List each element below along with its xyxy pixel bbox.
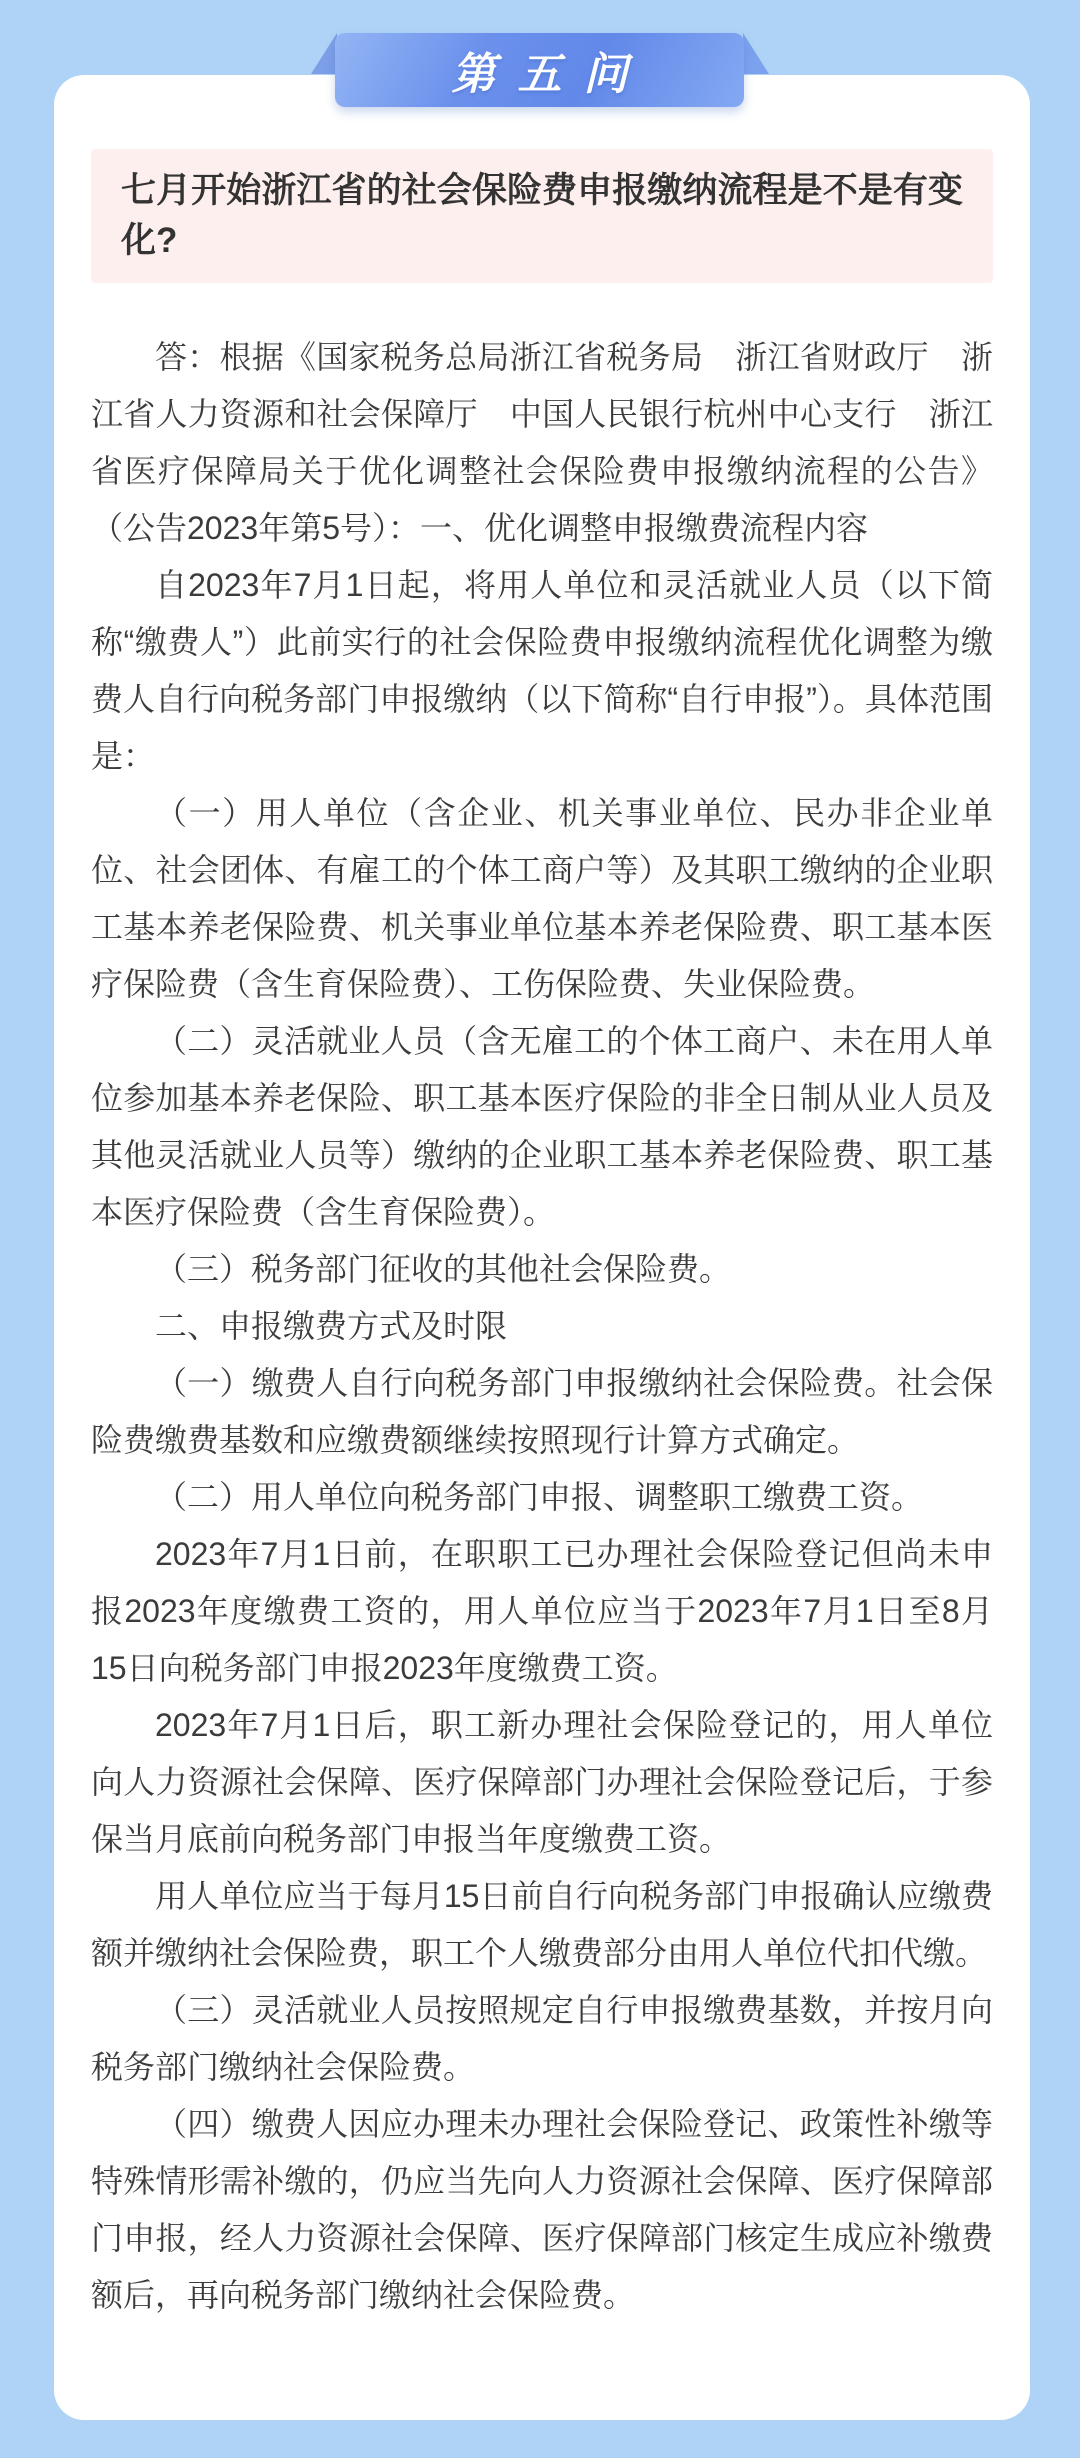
- banner-fold-right: [743, 33, 769, 74]
- answer-paragraph: 2023年7月1日后，职工新办理社会保险登记的，用人单位向人力资源社会保障、医疗保障部门办理社会保险登记后，于参保当月底前向税务部门申报当年度缴费工资。: [91, 1707, 993, 1857]
- answer-paragraph: 2023年7月1日前，在职职工已办理社会保险登记但尚未申报2023年度缴费工资的，用人单位应当于2023年7月1日至8月15日向税务部门申报2023年度缴费工资。: [91, 1536, 993, 1686]
- question-text: 七月开始浙江省的社会保险费申报缴纳流程是不是有变化?: [121, 171, 963, 260]
- answer-paragraph: （四）缴费人因应办理未办理社会保险登记、政策性补缴等特殊情形需补缴的，仍应当先向人力资源社会保障、医疗保障部门申报，经人力资源社会保障、医疗保障部门核定生成应补缴费额后，再向税务部门缴纳社会保险费。: [91, 2106, 993, 2313]
- content-card: [54, 75, 1030, 2420]
- answer-paragraph: 用人单位应当于每月15日前自行向税务部门申报确认应缴费额并缴纳社会保险费，职工个人缴费部分由用人单位代扣代缴。: [91, 1878, 993, 1971]
- question-number-banner: [335, 33, 744, 107]
- banner-label: 第五问: [451, 50, 650, 99]
- question-box: [91, 149, 993, 283]
- answer-paragraph: 二、申报缴费方式及时限: [155, 1308, 508, 1344]
- answer-paragraph: （二）灵活就业人员（含无雇工的个体工商户、未在用人单位参加基本养老保险、职工基本医疗保险的非全日制从业人员及其他灵活就业人员等）缴纳的企业职工基本养老保险费、职工基本医疗保险费（含生育保险费）。: [91, 1023, 993, 1230]
- answer-paragraph: （三）灵活就业人员按照规定自行申报缴费基数，并按月向税务部门缴纳社会保险费。: [91, 1992, 993, 2085]
- banner-fold-left: [311, 33, 337, 74]
- answer-paragraph: （二）用人单位向税务部门申报、调整职工缴费工资。: [155, 1479, 924, 1515]
- answer-paragraph: （一）缴费人自行向税务部门申报缴纳社会保险费。社会保险费缴费基数和应缴费额继续按照现行计算方式确定。: [91, 1365, 993, 1458]
- answer-section: [91, 329, 993, 2324]
- answer-paragraph: 答：根据《国家税务总局浙江省税务局 浙江省财政厅 浙江省人力资源和社会保障厅 中国人民银行杭州中心支行 浙江省医疗保障局关于优化调整社会保险费申报缴纳流程的公告》（公告2023年第5号）：一、优化调整申报缴费流程内容: [91, 339, 993, 546]
- answer-paragraph: 自2023年7月1日起，将用人单位和灵活就业人员（以下简称“缴费人”）此前实行的社会保险费申报缴纳流程优化调整为缴费人自行向税务部门申报缴纳（以下简称“自行申报”）。具体范围是：: [91, 567, 993, 774]
- answer-paragraph: （一）用人单位（含企业、机关事业单位、民办非企业单位、社会团体、有雇工的个体工商户等）及其职工缴纳的企业职工基本养老保险费、机关事业单位基本养老保险费、职工基本医疗保险费（含生育保险费）、工伤保险费、失业保险费。: [91, 795, 993, 1002]
- answer-paragraph: （三）税务部门征收的其他社会保险费。: [155, 1251, 732, 1287]
